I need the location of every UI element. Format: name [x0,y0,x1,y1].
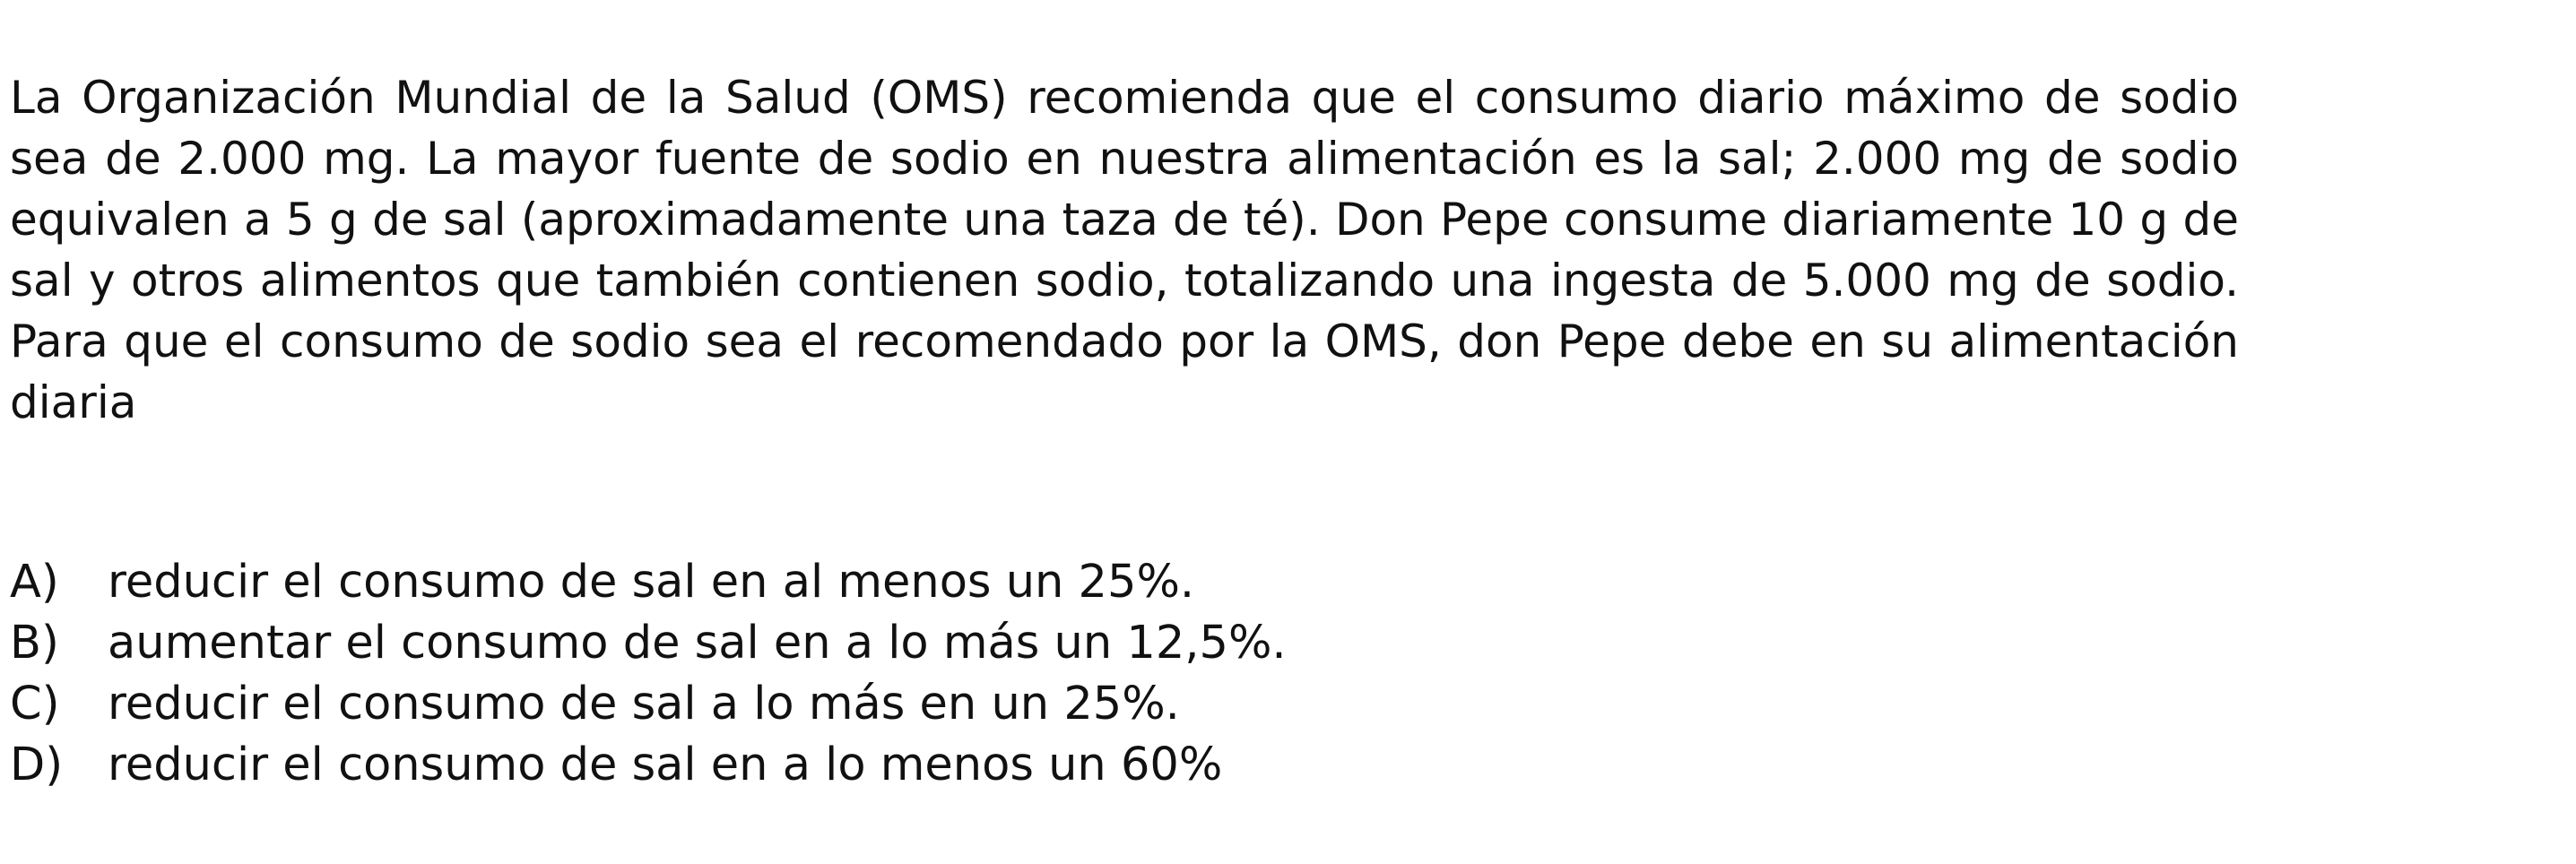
option-letter: D) [10,739,64,791]
option-letter: B) [10,617,59,670]
option-b [10,613,1287,674]
option-text: reducir el consumo de sal en a lo menos un 60% [108,739,1223,791]
option-text: reducir el consumo de sal en al menos un 25%. [108,556,1195,609]
option-text: reducir el consumo de sal a lo más en un 25%. [108,678,1180,730]
option-letter: A) [10,556,59,609]
option-text: aumentar el consumo de sal en a lo más un 12,5%. [108,617,1287,670]
answer-options [10,552,1287,796]
option-letter: C) [10,678,60,730]
option-c [10,674,1287,735]
option-d [10,735,1287,796]
question-stem: La Organización Mundial de la Salud (OMS) recomienda que el consumo diario máximo de sodio sea de 2.000 mg. La mayor fuente de sodio en nuestra alimentación es la sal; 2.000 mg de sodio equivalen a 5 g de sal (aproximadamente una taza de té). Don Pepe consume diariamente 10 g de sal y otros alimentos que también contienen sodio, totalizando una ingesta de 5.000 mg de sodio. Para que el consumo de sodio sea el recomendado por la OMS, don Pepe debe en su alimentación diaria [10,72,2239,428]
option-a [10,552,1287,613]
